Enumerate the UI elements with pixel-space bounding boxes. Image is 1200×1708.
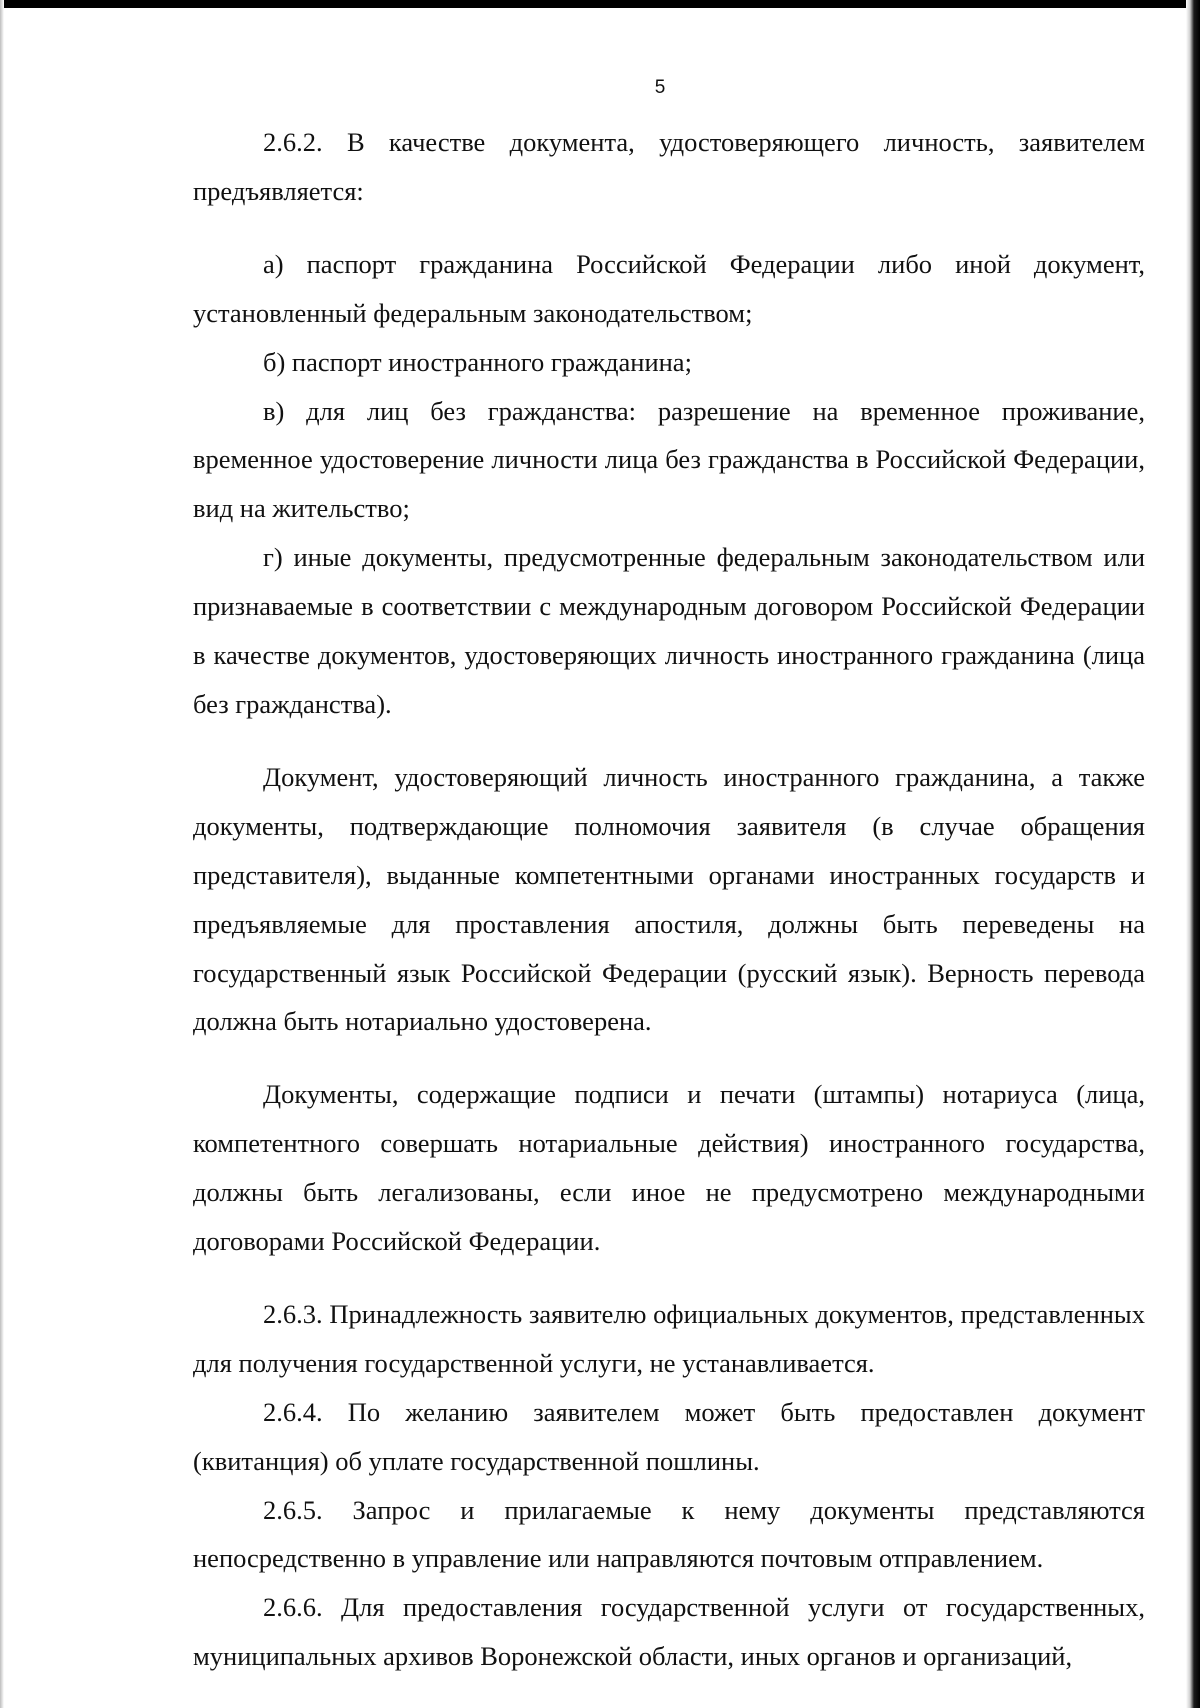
paragraph-2-6-6: 2.6.6. Для предоставления государственной услуги от государственных, муниципальных архивов Воронежской области, иных органов и организаций, — [193, 1592, 1145, 1672]
list-item-a: а) паспорт гражданина Российской Федерации либо иной документ, установленный федеральным законодательством; — [193, 248, 1145, 328]
list-item-b: б) паспорт иностранного гражданина; — [263, 346, 692, 377]
list-item-v: в) для лиц без гражданства: разрешение на временное проживание, временное удостоверение личности лица без гражданства в Российской Федерации, вид на жительство; — [193, 395, 1145, 524]
scan-border-right — [1186, 0, 1200, 1708]
list-item-g: г) иные документы, предусмотренные федеральным законодательством или признаваемые в соответствии с международным договором Российской Федерации в качестве документов, удостоверяющих личность иностранного гражданина (лица без гражданства). — [193, 542, 1145, 719]
document-body — [193, 118, 1145, 1681]
page-number: 5 — [654, 77, 666, 98]
paragraph-translation: Документ, удостоверяющий личность иностранного гражданина, а также документы, подтверждающие полномочия заявителя (в случае обращения представителя), выданные компетентными органами иностранных государств и предъявляемые для проставления апостиля, должны быть переведены на государственный язык Российской Федерации (русский язык). Верность перевода должна быть нотариально удостоверена. — [193, 761, 1145, 1037]
paragraph-legalization: Документы, содержащие подписи и печати (штампы) нотариуса (лица, компетентного совершать нотариальные действия) иностранного государства, должны быть легализованы, если иное не предусмотрено международными договорами Российской Федерации. — [193, 1079, 1145, 1257]
scan-border-left — [0, 0, 4, 1708]
scan-border-top — [0, 0, 1200, 8]
paragraph-2-6-5: 2.6.5. Запрос и прилагаемые к нему документы представляются непосредственно в управление или направляются почтовым отправлением. — [193, 1494, 1145, 1574]
paragraph-2-6-2: 2.6.2. В качестве документа, удостоверяющего личность, заявителем предъявляется: — [193, 127, 1145, 206]
paragraph-2-6-3: 2.6.3. Принадлежность заявителю официальных документов, представленных для получения государственной услуги, не устанавливается. — [193, 1298, 1145, 1378]
paragraph-2-6-4: 2.6.4. По желанию заявителем может быть предоставлен документ (квитанция) об уплате государственной пошлины. — [193, 1396, 1145, 1476]
